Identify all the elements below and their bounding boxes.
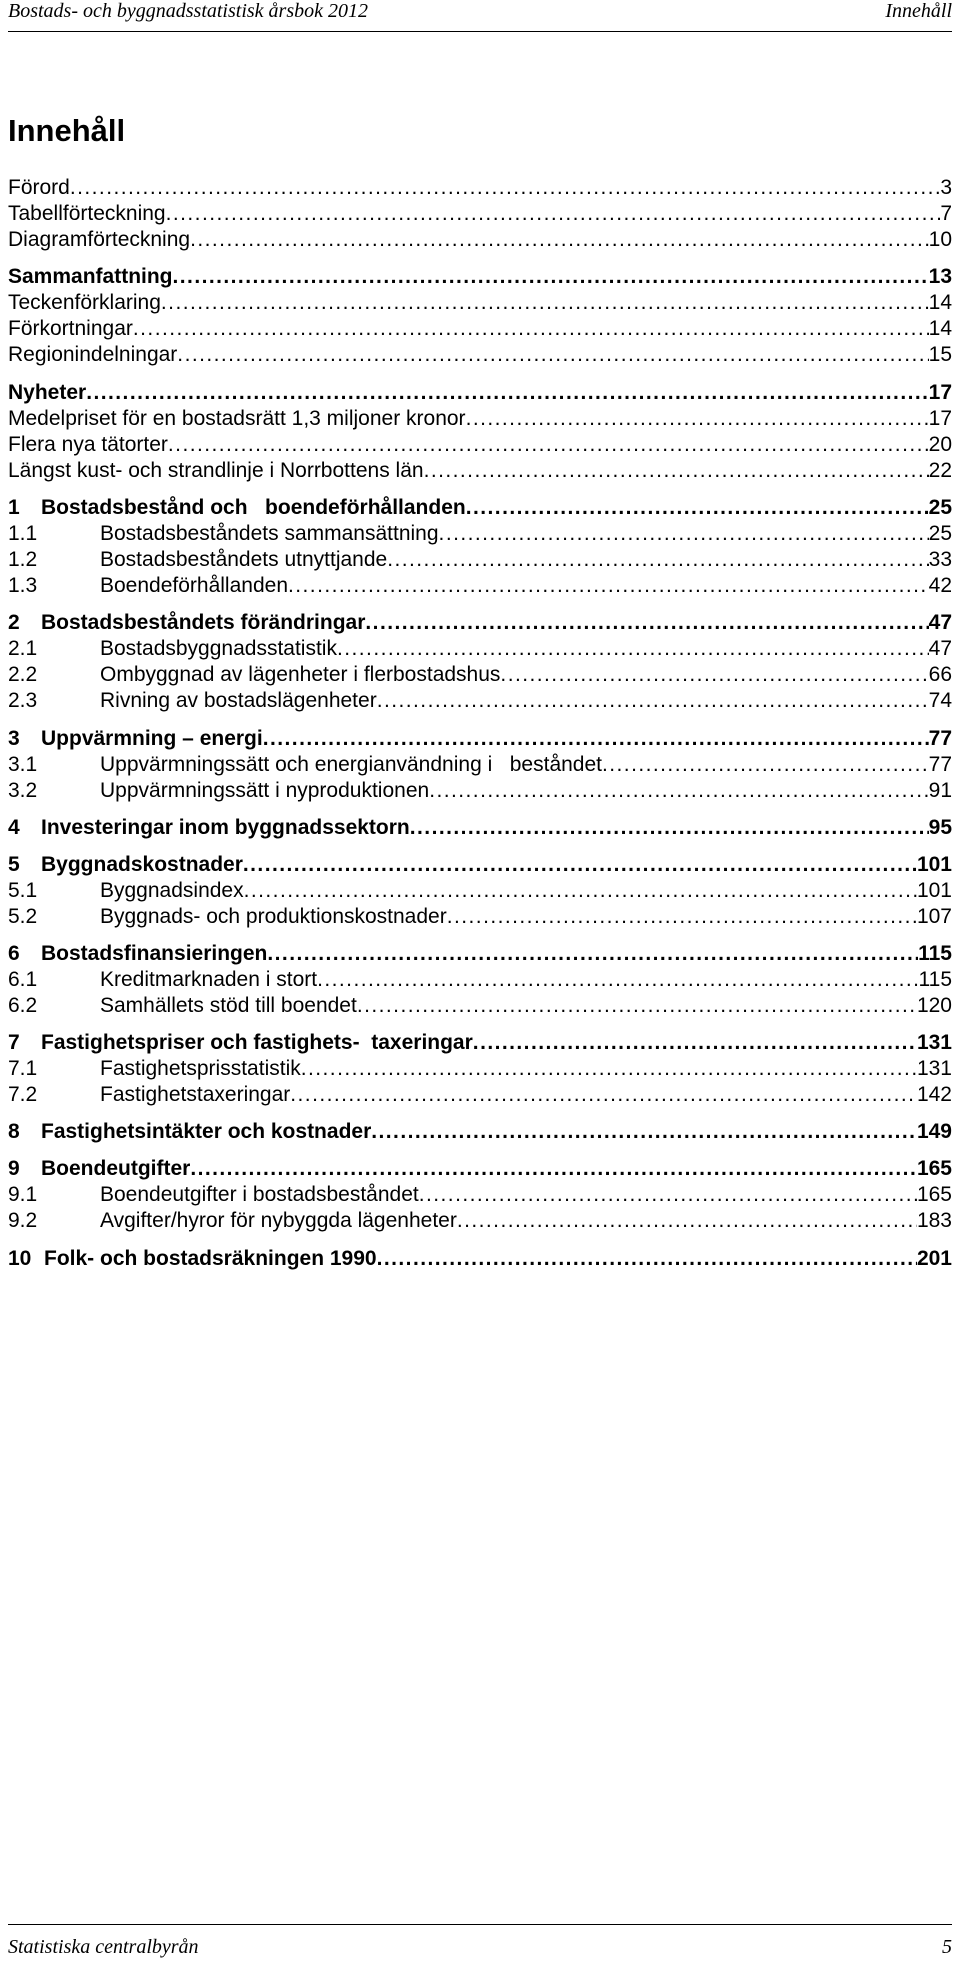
toc-entry-title: Investeringar inom byggnadssektorn <box>41 816 410 839</box>
footer-page-number: 5 <box>942 1936 952 1958</box>
toc-entry-page: 183 <box>916 1209 952 1232</box>
toc-dot-leader <box>377 687 929 715</box>
toc-entry-number: 1.3 <box>8 574 38 597</box>
toc-dot-leader <box>387 546 928 574</box>
toc-entry-title: Bostadsbeståndets utnyttjande <box>100 548 388 571</box>
toc-entry-page: 91 <box>928 779 952 802</box>
toc-entry-page: 20 <box>928 433 952 456</box>
toc-entry-number: 2.2 <box>8 663 38 686</box>
toc-entry[interactable] <box>8 814 952 842</box>
toc-entry-number: 9.2 <box>8 1209 38 1232</box>
toc-entry[interactable] <box>8 877 952 905</box>
toc-dot-leader <box>190 226 929 254</box>
toc-entry-page: 3 <box>940 176 952 199</box>
toc-entry-page: 14 <box>928 317 952 340</box>
toc-entry[interactable] <box>8 940 952 968</box>
header-section-name: Innehåll <box>885 0 952 22</box>
toc-entry[interactable] <box>8 494 952 522</box>
toc-entry-page: 17 <box>928 407 952 430</box>
toc-entry[interactable] <box>8 405 952 433</box>
toc-entry-title: Bostadsbeståndets sammansättning <box>100 522 439 545</box>
toc-entry-number: 7.2 <box>8 1083 38 1106</box>
toc-dot-leader <box>447 903 917 931</box>
toc-entry[interactable] <box>8 725 952 753</box>
toc-entry-number: 2.1 <box>8 637 38 660</box>
toc-entry[interactable] <box>8 1245 952 1273</box>
toc-dot-leader <box>263 725 929 753</box>
toc-dot-leader <box>602 751 929 779</box>
toc-dot-leader <box>377 1245 917 1273</box>
toc-dot-leader <box>301 1055 917 1083</box>
toc-entry-number: 2 <box>8 611 20 634</box>
toc-entry-title: Fastighetsintäkter och kostnader <box>41 1120 372 1143</box>
toc-entry-page: 115 <box>918 942 952 965</box>
toc-entry[interactable] <box>8 903 952 931</box>
toc-entry-title: Fastighetstaxeringar <box>100 1083 291 1106</box>
toc-entry-title: Förkortningar <box>8 317 133 340</box>
toc-entry-title: Bostadsfinansieringen <box>41 942 268 965</box>
toc-dot-leader <box>419 1181 917 1209</box>
toc-entry-page: 131 <box>916 1057 952 1080</box>
toc-entry-page: 95 <box>928 816 952 839</box>
toc-entry-page: 101 <box>916 853 952 876</box>
toc-dot-leader <box>500 661 928 689</box>
toc-entry-page: 107 <box>916 905 952 928</box>
toc-entry-title: Teckenförklaring <box>8 291 161 314</box>
toc-entry[interactable] <box>8 341 952 369</box>
toc-entry-title: Fastighetsprisstatistik <box>100 1057 301 1080</box>
toc-entry[interactable] <box>8 315 952 343</box>
toc-entry-page: 131 <box>916 1031 952 1054</box>
toc-dot-leader <box>424 457 929 485</box>
toc-entry-title: Längst kust- och strandlinje i Norrbottens län <box>8 459 424 482</box>
toc-entry-number: 5.2 <box>8 905 38 928</box>
toc-entry-title: Nyheter <box>8 381 87 404</box>
toc-entry[interactable] <box>8 777 952 805</box>
toc-dot-leader <box>371 1118 917 1146</box>
toc-entry-number: 3.1 <box>8 753 38 776</box>
toc-entry-page: 101 <box>916 879 952 902</box>
toc-entry-title: Diagramförteckning <box>8 228 191 251</box>
toc-entry[interactable] <box>8 1029 952 1057</box>
toc-entry-number: 1.1 <box>8 522 38 545</box>
toc-dot-leader <box>473 1029 917 1057</box>
toc-dot-leader <box>429 777 928 805</box>
toc-entry[interactable] <box>8 851 952 879</box>
toc-dot-leader <box>317 966 918 994</box>
toc-entry-number: 6.2 <box>8 994 38 1017</box>
toc-entry[interactable] <box>8 1207 952 1235</box>
toc-entry[interactable] <box>8 431 952 459</box>
toc-entry[interactable] <box>8 226 952 254</box>
toc-dot-leader <box>243 851 917 879</box>
toc-dot-leader <box>168 431 929 459</box>
toc-dot-leader <box>365 609 928 637</box>
toc-entry-title: Bostadsbestånd och boendeförhållanden <box>41 496 466 519</box>
toc-entry[interactable] <box>8 174 952 202</box>
toc-dot-leader <box>357 992 917 1020</box>
toc-entry-page: 47 <box>928 611 952 634</box>
toc-entry-number: 3 <box>8 727 20 750</box>
toc-entry-page: 13 <box>928 265 952 288</box>
toc-entry-title: Byggnadskostnader <box>41 853 243 876</box>
toc-entry[interactable] <box>8 1055 952 1083</box>
toc-entry[interactable] <box>8 1155 952 1183</box>
toc-dot-leader <box>457 1207 917 1235</box>
toc-entry-page: 42 <box>928 574 952 597</box>
footer-rule <box>8 1924 952 1925</box>
toc-entry-title: Uppvärmning – energi <box>41 727 263 750</box>
toc-entry[interactable] <box>8 457 952 485</box>
toc-dot-leader <box>190 1155 917 1183</box>
toc-entry-page: 7 <box>940 202 952 225</box>
toc-entry-title: Kreditmarknaden i stort <box>100 968 318 991</box>
toc-entry-number: 10 <box>8 1247 32 1270</box>
header-publication-title: Bostads- och byggnadsstatistisk årsbok 2012 <box>8 0 368 22</box>
toc-entry-title: Uppvärmningssätt och energianvändning i beståndet <box>100 753 602 776</box>
toc-entry[interactable] <box>8 609 952 637</box>
toc-entry-page: 77 <box>928 753 952 776</box>
toc-dot-leader <box>173 263 929 291</box>
toc-entry-title: Uppvärmningssätt i nyproduktionen <box>100 779 430 802</box>
toc-entry-page: 15 <box>928 343 952 366</box>
toc-entry-number: 3.2 <box>8 779 38 802</box>
toc-dot-leader <box>288 572 929 600</box>
toc-dot-leader <box>267 940 918 968</box>
toc-entry-page: 120 <box>916 994 952 1017</box>
toc-entry-page: 66 <box>928 663 952 686</box>
toc-entry-title: Rivning av bostadslägenheter <box>100 689 377 712</box>
toc-entry-title: Bostadsbeståndets förändringar <box>41 611 366 634</box>
toc-entry-number: 2.3 <box>8 689 38 712</box>
toc-entry-page: 17 <box>928 381 952 404</box>
toc-entry-page: 14 <box>928 291 952 314</box>
toc-entry[interactable] <box>8 751 952 779</box>
toc-entry-page: 47 <box>928 637 952 660</box>
page-title: Innehåll <box>8 113 126 148</box>
toc-entry-page: 25 <box>928 522 952 545</box>
toc-entry-page: 33 <box>928 548 952 571</box>
toc-entry-number: 5 <box>8 853 20 876</box>
toc-entry-page: 77 <box>928 727 952 750</box>
toc-entry-page: 142 <box>916 1083 952 1106</box>
toc-entry-number: 1.2 <box>8 548 38 571</box>
toc-entry-title: Medelpriset för en bostadsrätt 1,3 miljoner kronor <box>8 407 466 430</box>
toc-entry[interactable] <box>8 687 952 715</box>
toc-dot-leader <box>466 405 929 433</box>
toc-entry-page: 201 <box>916 1247 952 1270</box>
toc-entry-number: 9.1 <box>8 1183 38 1206</box>
toc-entry-page: 165 <box>916 1157 952 1180</box>
toc-entry-page: 10 <box>928 228 952 251</box>
toc-entry[interactable] <box>8 263 952 291</box>
toc-entry-number: 8 <box>8 1120 20 1143</box>
toc-entry[interactable] <box>8 1181 952 1209</box>
toc-dot-leader <box>439 520 929 548</box>
toc-dot-leader <box>177 341 928 369</box>
toc-entry[interactable] <box>8 635 952 663</box>
toc-dot-leader <box>86 379 928 407</box>
toc-dot-leader <box>133 315 929 343</box>
toc-entry[interactable] <box>8 966 952 994</box>
toc-dot-leader <box>410 814 929 842</box>
toc-entry-title: Samhällets stöd till boendet <box>100 994 357 1017</box>
toc-entry-page: 25 <box>928 496 952 519</box>
toc-entry-number: 4 <box>8 816 20 839</box>
toc-dot-leader <box>244 877 917 905</box>
footer-publisher: Statistiska centralbyrån <box>8 1936 199 1958</box>
toc-entry-number: 5.1 <box>8 879 38 902</box>
toc-entry-title: Avgifter/hyror för nybyggda lägenheter <box>100 1209 457 1232</box>
toc-entry-title: Boendeutgifter <box>41 1157 191 1180</box>
toc-entry[interactable] <box>8 379 952 407</box>
header-rule <box>8 31 952 32</box>
toc-entry[interactable] <box>8 1081 952 1109</box>
toc-dot-leader <box>466 494 929 522</box>
toc-entry-title: Byggnads- och produktionskostnader <box>100 905 447 928</box>
toc-entry-title: Boendeförhållanden <box>100 574 288 597</box>
toc-entry-number: 7 <box>8 1031 20 1054</box>
toc-dot-leader <box>70 174 940 202</box>
toc-entry-title: Regionindelningar <box>8 343 178 366</box>
toc-entry-number: 6.1 <box>8 968 38 991</box>
toc-dot-leader <box>161 289 929 317</box>
toc-dot-leader <box>166 200 941 228</box>
toc-entry-title: Bostadsbyggnadsstatistik <box>100 637 337 660</box>
toc-entry-page: 74 <box>928 689 952 712</box>
toc-entry[interactable] <box>8 200 952 228</box>
toc-entry[interactable] <box>8 1118 952 1146</box>
toc-dot-leader <box>337 635 929 663</box>
toc-entry-title: Sammanfattning <box>8 265 173 288</box>
toc-entry-title: Flera nya tätorter <box>8 433 168 456</box>
toc-entry-title: Folk- och bostadsräkningen 1990 <box>44 1247 377 1270</box>
toc-entry-title: Boendeutgifter i bostadsbeståndet <box>100 1183 419 1206</box>
toc-entry-title: Tabellförteckning <box>8 202 166 225</box>
toc-entry-title: Fastighetspriser och fastighets- taxeringar <box>41 1031 473 1054</box>
running-footer <box>8 1929 952 1959</box>
toc-dot-leader <box>290 1081 917 1109</box>
toc-entry-page: 149 <box>916 1120 952 1143</box>
toc-entry-title: Förord <box>8 176 70 199</box>
toc-entry-title: Byggnadsindex <box>100 879 244 902</box>
toc-entry[interactable] <box>8 520 952 548</box>
toc-entry[interactable] <box>8 546 952 574</box>
toc-entry[interactable] <box>8 289 952 317</box>
toc-entry[interactable] <box>8 661 952 689</box>
toc-entry-page: 115 <box>918 968 952 991</box>
toc-entry-number: 6 <box>8 942 20 965</box>
toc-entry-page: 22 <box>928 459 952 482</box>
toc-entry-number: 1 <box>8 496 20 519</box>
toc-entry-number: 7.1 <box>8 1057 38 1080</box>
running-header <box>8 0 952 30</box>
toc-entry[interactable] <box>8 572 952 600</box>
toc-entry-number: 9 <box>8 1157 20 1180</box>
toc-entry-title: Ombyggnad av lägenheter i flerbostadshus <box>100 663 501 686</box>
toc-entry-page: 165 <box>916 1183 952 1206</box>
toc-entry[interactable] <box>8 992 952 1020</box>
